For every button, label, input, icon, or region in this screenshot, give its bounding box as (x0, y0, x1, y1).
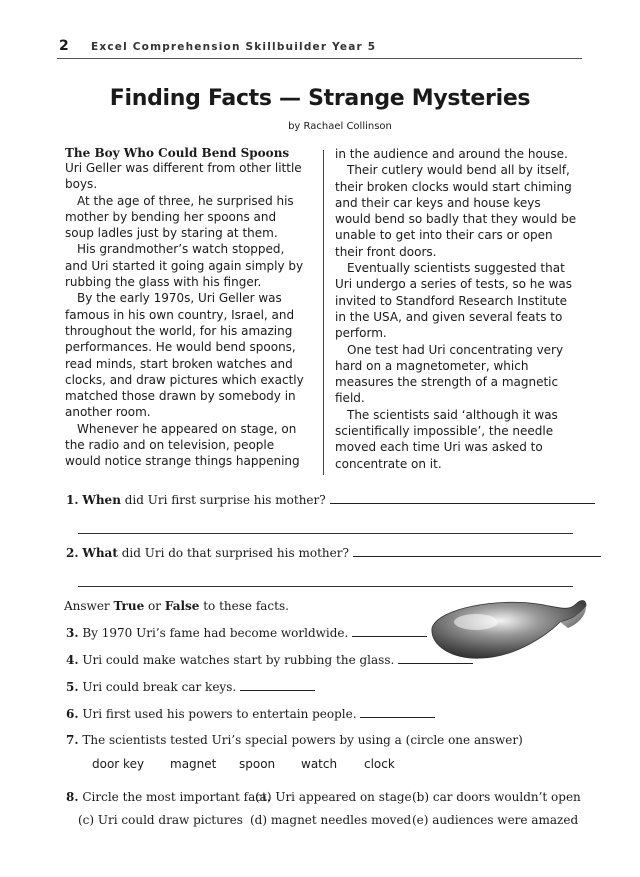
question-text: Circle the most important fact. (82, 790, 271, 804)
story-line: boys. (65, 177, 98, 192)
question-3 (66, 626, 427, 640)
option-watch[interactable]: watch (301, 757, 338, 771)
story-line: in the audience and around the house. (335, 147, 568, 161)
story-line: clocks, and draw pictures which exactly (65, 372, 304, 387)
story-line: performances. He would bend spoons, (65, 340, 296, 355)
page-title: Finding Facts — Strange Mysteries (109, 86, 531, 111)
answer-blank[interactable] (240, 680, 315, 691)
story-column-right (335, 146, 575, 472)
story-line: Whenever he appeared on stage, on (77, 421, 297, 436)
option-magnet[interactable]: magnet (170, 757, 217, 771)
question-text: did Uri first surprise his mother? (120, 493, 326, 507)
story-line: unable to get into their cars or open (335, 228, 553, 243)
story-line: read minds, start broken watches and (65, 356, 293, 371)
story-line: and their car keys and house keys (335, 195, 541, 210)
answer-blank[interactable] (360, 707, 435, 718)
question-text: By 1970 Uri’s fame had become worldwide. (82, 626, 349, 640)
question-number: 3. (66, 626, 79, 640)
story-line: The scientists said ‘although it was (347, 407, 558, 422)
instruction-text: or (144, 599, 165, 613)
answer-blank[interactable] (353, 546, 601, 557)
option-spoon[interactable]: spoon (239, 757, 276, 771)
story-line: matched those drawn by somebody in (65, 389, 296, 404)
column-divider (323, 150, 324, 475)
story-line: invited to Standford Research Institute (335, 293, 568, 308)
question-number: 7. (66, 733, 79, 747)
question-number: 6. (66, 707, 79, 721)
story-line: mother by bending her spoons and (65, 209, 277, 224)
question-7 (66, 733, 523, 747)
question-number: 8. (66, 790, 79, 804)
question-number: 5. (66, 680, 79, 694)
question-number: 4. (66, 653, 79, 667)
story-line: soup ladles just by staring at them. (65, 226, 278, 241)
story-line: another room. (65, 405, 151, 420)
instruction-text: Answer (64, 599, 114, 613)
answer-line[interactable] (78, 586, 573, 587)
instruction-text: to these facts. (199, 599, 289, 613)
question-text: Uri first used his powers to entertain people. (82, 707, 357, 721)
question-8 (66, 790, 271, 804)
true-false-instruction (64, 599, 289, 613)
story-line: throughout the world, for his amazing (65, 323, 293, 338)
answer-blank[interactable] (352, 626, 427, 637)
story-column-left (65, 146, 315, 470)
question-6 (66, 707, 435, 721)
story-line: moved each time Uri was asked to (335, 440, 543, 455)
option-b[interactable]: (b) car doors wouldn’t open (412, 790, 581, 804)
option-d[interactable]: (d) magnet needles moved (250, 813, 412, 827)
author-byline: by Rachael Collinson (288, 121, 392, 132)
story-line: their broken clocks would start chiming (335, 179, 572, 194)
story-line: would bend so badly that they would be (335, 212, 577, 227)
question-keyword: When (82, 493, 121, 507)
story-line: His grandmother’s watch stopped, (77, 242, 285, 257)
question-text: did Uri do that surprised his mother? (117, 546, 349, 560)
story-line: By the early 1970s, Uri Geller was (77, 291, 282, 306)
true-word: True (113, 599, 145, 613)
story-line: Eventually scientists suggested that (347, 261, 565, 276)
option-door-key[interactable]: door key (92, 757, 145, 771)
story-line: measures the strength of a magnetic (335, 375, 559, 390)
question-text: The scientists tested Uri’s special powers by using a (circle one answer) (82, 733, 523, 747)
book-title: Excel Comprehension Skillbuilder Year 5 (91, 41, 377, 53)
story-line: perform. (335, 326, 387, 341)
story-line: hard on a magnetometer, which (335, 358, 529, 373)
answer-line[interactable] (78, 533, 573, 534)
story-line: would notice strange things happening (65, 454, 300, 469)
story-line: field. (335, 391, 365, 406)
page-header (57, 38, 582, 59)
story-line: in the USA, and given several feats to (335, 309, 563, 324)
question-2 (66, 546, 601, 560)
answer-blank[interactable] (330, 493, 595, 504)
story-line: Uri Geller was different from other little (65, 161, 302, 175)
story-line: At the age of three, he surprised his (77, 193, 294, 208)
question-5 (66, 680, 315, 694)
question-keyword: What (82, 546, 118, 560)
spoon-illustration (428, 594, 588, 669)
question-number: 1. (66, 493, 79, 507)
question-number: 2. (66, 546, 79, 560)
story-line: their front doors. (335, 244, 437, 259)
question-1 (66, 493, 595, 507)
question-4 (66, 653, 473, 667)
story-line: One test had Uri concentrating very (347, 342, 564, 357)
story-line: Their cutlery would bend all by itself, (347, 163, 570, 178)
story-line: scientifically impossible’, the needle (335, 424, 554, 439)
false-word: False (164, 599, 200, 613)
story-line: the radio and on television, people (65, 438, 275, 453)
story-line: concentrate on it. (335, 456, 442, 471)
question-text: Uri could break car keys. (82, 680, 237, 694)
page-number: 2 (59, 38, 69, 54)
question-text: Uri could make watches start by rubbing the glass. (82, 653, 395, 667)
story-line: famous in his own country, Israel, and (65, 307, 295, 322)
story-line: Uri undergo a series of tests, so he was (335, 277, 573, 292)
option-clock[interactable]: clock (364, 757, 395, 771)
option-e[interactable]: (e) audiences were amazed (412, 813, 579, 827)
story-line: and Uri started it going again simply by (65, 258, 304, 273)
story-line: rubbing the glass with his finger. (65, 275, 262, 290)
option-a[interactable]: (a) Uri appeared on stage (255, 790, 412, 804)
option-c[interactable]: (c) Uri could draw pictures (78, 813, 243, 827)
story-heading: The Boy Who Could Bend Spoons (65, 146, 290, 160)
